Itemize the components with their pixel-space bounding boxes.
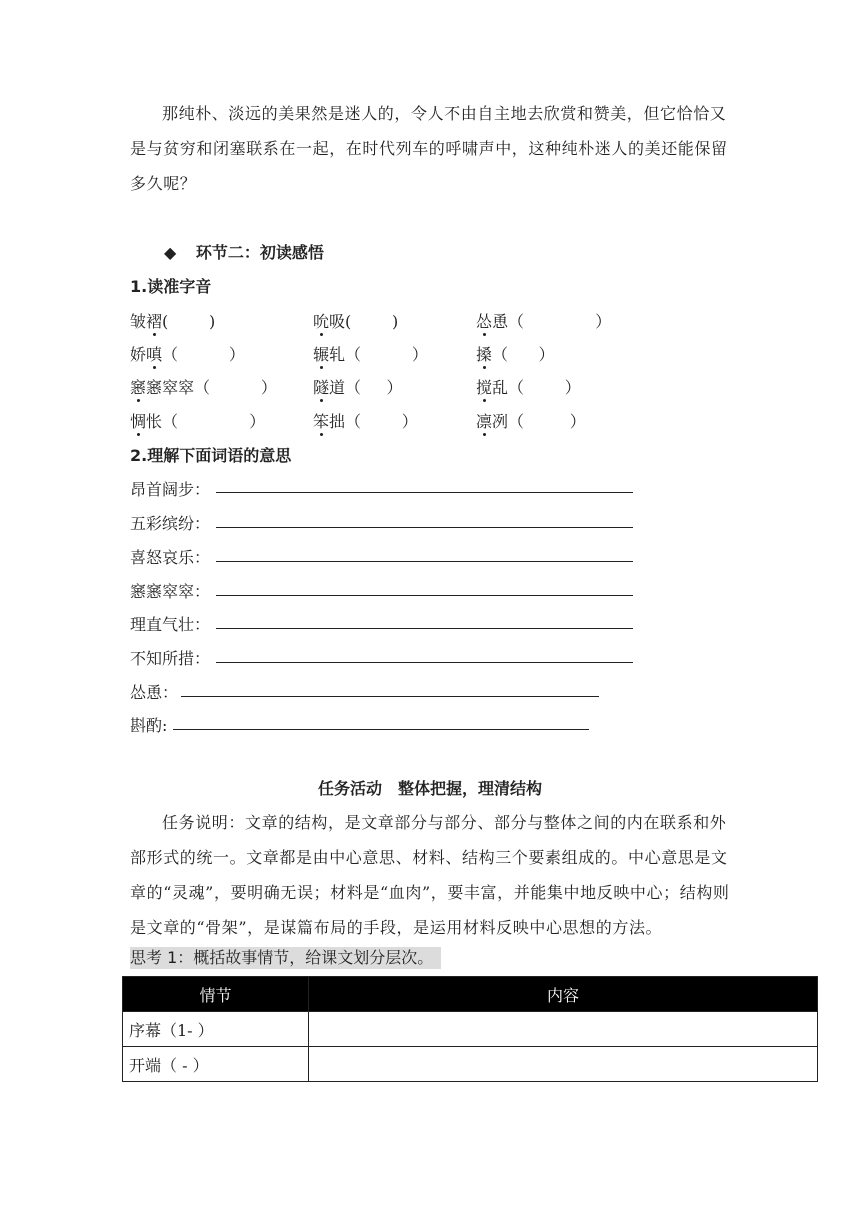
word-suffix: 乱 [492, 378, 509, 397]
answer-line[interactable] [173, 729, 589, 730]
word-suffix: 怅 [146, 412, 163, 431]
pronunciation-item [476, 375, 581, 398]
word-suffix: 拙 [329, 412, 346, 431]
answer-line[interactable] [216, 662, 633, 663]
pronunciation-item [313, 342, 428, 365]
plot-stage-cell: 序幕（1- ） [123, 1012, 309, 1047]
plot-stage-cell: 开端（ - ） [123, 1047, 309, 1082]
section-title: 环节二：初读感悟 [195, 243, 324, 262]
intro-paragraph: 那纯朴、淡远的美果然是迷人的，令人不由自主地去欣赏和赞美，但它恰恰又是与贫穷和闭塞联系在一起，在时代列车的呼啸声中，这种纯朴迷人的美还能保留多久呢？ [130, 104, 728, 193]
pronunciation-item [476, 309, 611, 332]
answer-blank[interactable]: （ ） [508, 378, 581, 397]
plot-table [122, 976, 818, 1082]
answer-line[interactable] [216, 628, 633, 629]
pronunciation-item [313, 375, 402, 398]
word-suffix: 道 [329, 378, 346, 397]
dotted-character: 窸 [130, 375, 146, 398]
task-description: 任务说明：文章的结构，是文章部分与部分、部分与整体之间的内在联系和外部形式的统一。文章都是由中心意思、材料、结构三个要素组成的。中心意思是文章的“灵魂”，要明确无误；材料是“血肉”，要丰富，并能集中地反映中心；结构则是文章的“骨架”，是谋篇布局的手段，是运用材料反映中心思想的方法。 [130, 813, 730, 937]
dotted-character: 褶 [146, 309, 162, 332]
word-suffix: 恿 [492, 312, 509, 331]
answer-blank[interactable]: （ ） [492, 345, 555, 364]
pronunciation-item [130, 375, 277, 398]
answer-line[interactable] [181, 696, 599, 697]
pronunciation-item [476, 342, 555, 365]
column-header-content: 内容 [309, 977, 818, 1012]
answer-line[interactable] [216, 492, 633, 493]
dotted-character: 凛 [476, 409, 492, 432]
diamond-bullet-icon: ◆ [164, 243, 177, 262]
dotted-character: 辗 [313, 342, 329, 365]
table-header-row [123, 977, 818, 1012]
answer-line[interactable] [216, 527, 633, 528]
dotted-character: 笨 [313, 409, 329, 432]
vocab-term: 怂恿： [130, 683, 179, 702]
pronunciation-item [130, 409, 265, 432]
vocab-heading: 2.理解下面词语的意思 [130, 446, 292, 465]
answer-line[interactable] [216, 595, 633, 596]
vocab-term: 喜怒哀乐： [130, 548, 211, 567]
pronunciation-item [130, 309, 215, 332]
content-cell[interactable] [309, 1012, 818, 1047]
answer-line[interactable] [216, 561, 633, 562]
answer-blank[interactable]: （ ） [345, 412, 418, 431]
word-suffix: 窸窣窣 [146, 378, 195, 397]
answer-blank[interactable]: （ ） [194, 378, 277, 397]
dotted-character: 吮 [313, 309, 329, 332]
answer-blank[interactable]: （ ） [345, 345, 428, 364]
dotted-character: 搅 [476, 375, 492, 398]
table-row [123, 1047, 818, 1082]
dotted-character: 隧 [313, 375, 329, 398]
section-heading [164, 240, 324, 263]
answer-blank[interactable]: ( ) [162, 312, 216, 331]
task-title: 任务活动 整体把握，理清结构 [317, 779, 542, 798]
dotted-character: 怂 [476, 309, 492, 332]
answer-blank[interactable]: （ ） [162, 345, 245, 364]
answer-blank[interactable]: （ ） [508, 412, 586, 431]
word-prefix: 皱 [130, 312, 147, 331]
pronunciation-heading: 1.读准字音 [130, 277, 212, 296]
table-row [123, 1012, 818, 1047]
answer-blank[interactable]: （ ） [345, 378, 403, 397]
dotted-character: 嗔 [146, 342, 162, 365]
word-suffix: 轧 [329, 345, 346, 364]
pronunciation-item [130, 342, 245, 365]
pronunciation-item [313, 409, 418, 432]
word-prefix: 娇 [130, 345, 147, 364]
word-suffix: 吸 [329, 312, 346, 331]
vocab-term: 不知所措： [130, 649, 211, 668]
dotted-character: 搡 [476, 342, 492, 365]
answer-blank[interactable]: （ ） [162, 412, 266, 431]
vocab-term: 斟酌: [130, 716, 168, 735]
word-suffix: 冽 [492, 412, 509, 431]
think-question-1: 思考 1：概括故事情节，给课文划分层次。 [130, 947, 441, 969]
answer-blank[interactable]: （ ） [508, 312, 612, 331]
column-header-plot: 情节 [123, 977, 309, 1012]
answer-blank[interactable]: ( ) [345, 312, 399, 331]
pronunciation-item [313, 309, 398, 332]
vocab-term: 理直气壮： [130, 615, 211, 634]
vocab-term: 昂首阔步： [130, 480, 211, 499]
vocab-term: 窸窸窣窣： [130, 582, 211, 601]
vocab-term: 五彩缤纷： [130, 514, 211, 533]
content-cell[interactable] [309, 1047, 818, 1082]
dotted-character: 惆 [130, 409, 146, 432]
pronunciation-item [476, 409, 586, 432]
